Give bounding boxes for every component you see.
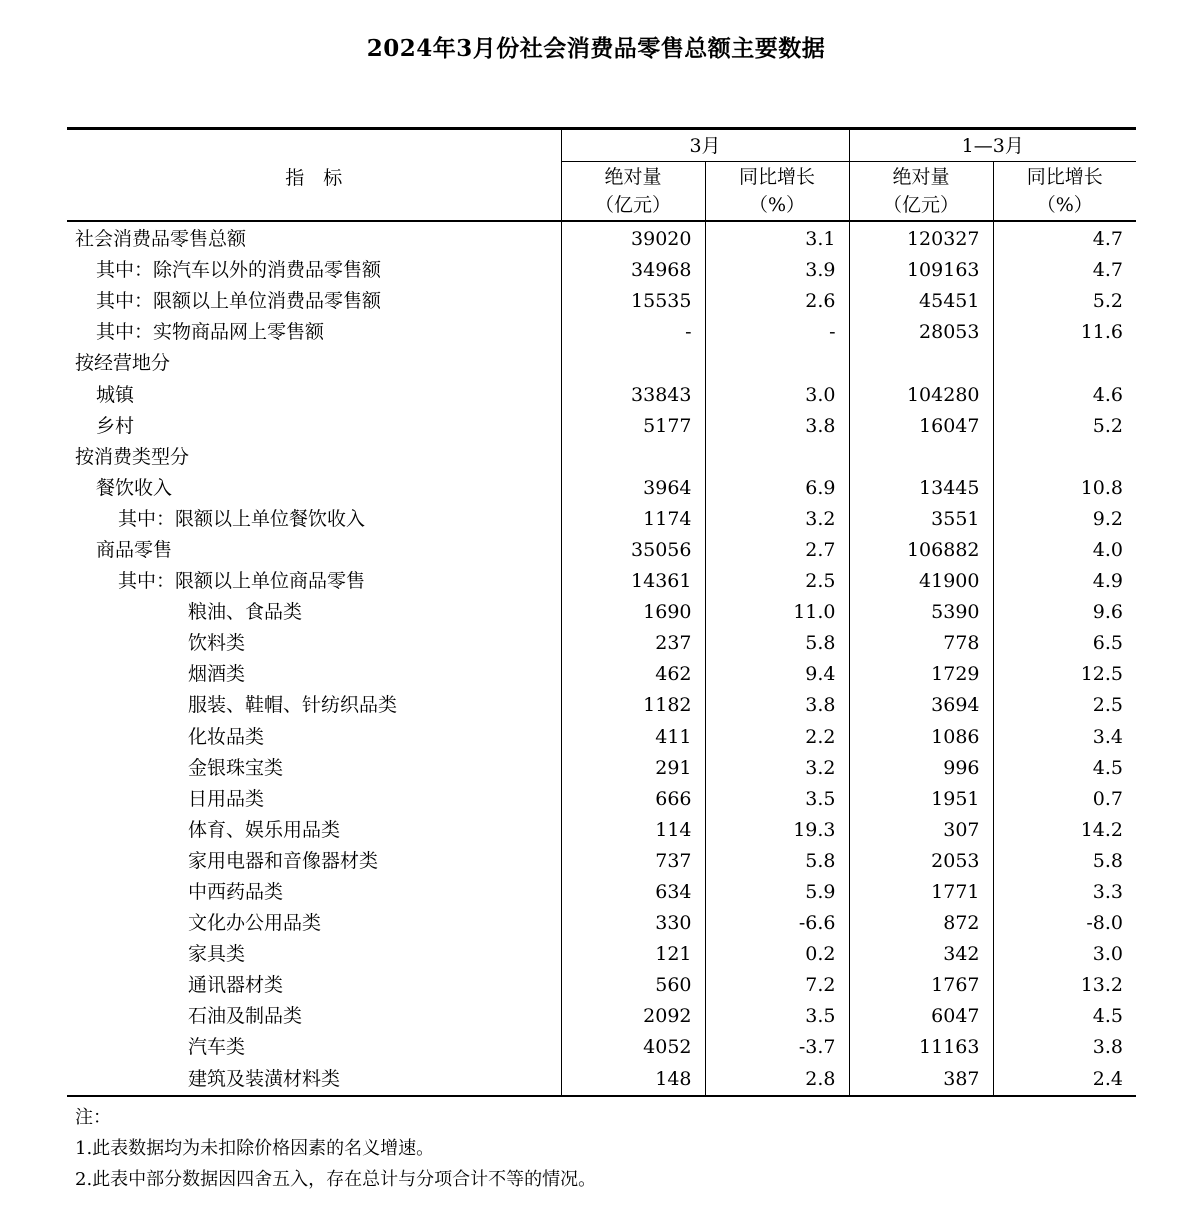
march-absolute-cell: 330 xyxy=(561,908,705,939)
march-absolute-cell: 411 xyxy=(561,722,705,753)
march-absolute-cell: 34968 xyxy=(561,255,705,286)
march-growth-cell xyxy=(705,442,849,473)
march-absolute-cell: 15535 xyxy=(561,286,705,317)
q1-absolute-cell: 1767 xyxy=(849,970,993,1001)
header-q1-growth xyxy=(993,162,1136,222)
march-absolute-cell: 39020 xyxy=(561,221,705,255)
table-row xyxy=(67,473,1136,504)
march-growth-cell: -6.6 xyxy=(705,908,849,939)
q1-growth-cell: 5.2 xyxy=(1092,290,1123,313)
row-label: 化妆品类 xyxy=(67,722,561,753)
march-growth-cell xyxy=(705,348,849,379)
q1-growth-cell: 4.6 xyxy=(1092,383,1123,406)
row-label: 体育、娱乐用品类 xyxy=(67,815,561,846)
march-growth-cell: 3.8 xyxy=(705,690,849,721)
table-row xyxy=(67,286,1136,317)
header-absolute-unit: （亿元） xyxy=(594,194,671,216)
row-label: 烟酒类 xyxy=(67,659,561,690)
march-absolute-cell: 560 xyxy=(561,970,705,1001)
q1-absolute-cell xyxy=(849,442,993,473)
march-growth-cell: 11.0 xyxy=(705,597,849,628)
header-absolute-unit: （亿元） xyxy=(882,194,959,216)
q1-growth-cell: 4.7 xyxy=(1092,228,1123,251)
table-row xyxy=(67,442,1136,473)
table-row xyxy=(67,722,1136,753)
q1-absolute-cell: 13445 xyxy=(849,473,993,504)
q1-growth-cell: 9.2 xyxy=(1092,507,1123,530)
q1-growth-cell: 3.8 xyxy=(1092,1036,1123,1059)
table-row xyxy=(67,597,1136,628)
q1-absolute-cell: 996 xyxy=(849,753,993,784)
march-growth-cell: 3.2 xyxy=(705,504,849,535)
march-absolute-cell: - xyxy=(561,317,705,348)
q1-growth-cell: 4.7 xyxy=(1092,259,1123,282)
header-march-growth xyxy=(705,162,849,222)
q1-absolute-cell: 778 xyxy=(849,628,993,659)
q1-growth-cell: 3.0 xyxy=(1092,943,1123,966)
table-row xyxy=(67,504,1136,535)
q1-growth-cell: 2.4 xyxy=(1092,1067,1123,1090)
row-label: 城镇 xyxy=(67,379,561,410)
row-label: 乡村 xyxy=(67,411,561,442)
table-row xyxy=(67,221,1136,255)
march-absolute-cell: 121 xyxy=(561,939,705,970)
q1-absolute-cell: 1086 xyxy=(849,722,993,753)
table-row xyxy=(67,411,1136,442)
q1-absolute-cell: 1729 xyxy=(849,659,993,690)
table-row xyxy=(67,348,1136,379)
q1-absolute-cell: 387 xyxy=(849,1064,993,1096)
row-label: 商品零售 xyxy=(67,535,561,566)
q1-absolute-cell: 1771 xyxy=(849,877,993,908)
march-absolute-cell: 291 xyxy=(561,753,705,784)
q1-absolute-cell: 5390 xyxy=(849,597,993,628)
march-growth-cell: 0.2 xyxy=(705,939,849,970)
q1-growth-cell: 9.6 xyxy=(1092,601,1123,624)
table-row xyxy=(67,877,1136,908)
march-growth-cell: 3.9 xyxy=(705,255,849,286)
q1-absolute-cell: 1951 xyxy=(849,784,993,815)
march-growth-cell: 3.0 xyxy=(705,379,849,410)
march-absolute-cell: 2092 xyxy=(561,1001,705,1032)
header-q1-absolute xyxy=(849,162,993,222)
table-row xyxy=(67,1064,1136,1096)
q1-growth-cell: 4.0 xyxy=(1092,538,1123,561)
march-growth-cell: 2.5 xyxy=(705,566,849,597)
q1-absolute-cell: 28053 xyxy=(849,317,993,348)
table-row xyxy=(67,1001,1136,1032)
notes-heading: 注： xyxy=(75,1107,111,1128)
table-row xyxy=(67,535,1136,566)
march-absolute-cell: 3964 xyxy=(561,473,705,504)
header-period-march: 3月 xyxy=(561,129,849,162)
q1-growth-cell: 3.3 xyxy=(1092,881,1123,904)
march-absolute-cell: 33843 xyxy=(561,379,705,410)
q1-growth-cell: 11.6 xyxy=(1080,321,1123,344)
q1-absolute-cell: 872 xyxy=(849,908,993,939)
q1-absolute-cell: 120327 xyxy=(849,221,993,255)
row-label: 按消费类型分 xyxy=(67,442,561,473)
table-row xyxy=(67,379,1136,410)
march-growth-cell: 3.2 xyxy=(705,753,849,784)
q1-absolute-cell: 11163 xyxy=(849,1032,993,1063)
march-absolute-cell: 737 xyxy=(561,846,705,877)
row-label: 家用电器和音像器材类 xyxy=(67,846,561,877)
march-growth-cell: 2.7 xyxy=(705,535,849,566)
table-row xyxy=(67,690,1136,721)
march-growth-cell: 3.5 xyxy=(705,1001,849,1032)
march-growth-cell: 2.2 xyxy=(705,722,849,753)
march-growth-cell: -3.7 xyxy=(705,1032,849,1063)
march-absolute-cell: 462 xyxy=(561,659,705,690)
q1-growth-cell: 10.8 xyxy=(1080,476,1123,499)
q1-absolute-cell: 6047 xyxy=(849,1001,993,1032)
table-row xyxy=(67,255,1136,286)
q1-growth-cell: 6.5 xyxy=(1092,632,1123,655)
march-absolute-cell: 4052 xyxy=(561,1032,705,1063)
q1-absolute-cell: 307 xyxy=(849,815,993,846)
row-label: 通讯器材类 xyxy=(67,970,561,1001)
row-label: 家具类 xyxy=(67,939,561,970)
row-label: 其中：限额以上单位餐饮收入 xyxy=(67,504,561,535)
q1-absolute-cell: 41900 xyxy=(849,566,993,597)
q1-absolute-cell: 3551 xyxy=(849,504,993,535)
notes xyxy=(75,1102,596,1195)
march-growth-cell: 5.8 xyxy=(705,846,849,877)
march-growth-cell: 9.4 xyxy=(705,659,849,690)
table-row xyxy=(67,908,1136,939)
row-label: 其中：实物商品网上零售额 xyxy=(67,317,561,348)
row-label: 社会消费品零售总额 xyxy=(67,221,561,255)
header-absolute-label: 绝对量 xyxy=(604,166,662,188)
table-row xyxy=(67,317,1136,348)
march-absolute-cell: 14361 xyxy=(561,566,705,597)
q1-growth-cell: 13.2 xyxy=(1080,974,1123,997)
table-row xyxy=(67,566,1136,597)
row-label: 粮油、食品类 xyxy=(67,597,561,628)
q1-growth-cell: -8.0 xyxy=(1086,912,1123,935)
march-growth-cell: 3.1 xyxy=(705,221,849,255)
q1-growth-cell: 4.5 xyxy=(1092,756,1123,779)
q1-growth-cell: 5.8 xyxy=(1092,849,1123,872)
q1-growth-cell: 3.4 xyxy=(1092,725,1123,748)
q1-absolute-cell xyxy=(849,348,993,379)
row-label: 金银珠宝类 xyxy=(67,753,561,784)
march-absolute-cell: 1182 xyxy=(561,690,705,721)
q1-growth-cell xyxy=(993,348,1136,379)
march-absolute-cell xyxy=(561,442,705,473)
march-absolute-cell: 35056 xyxy=(561,535,705,566)
q1-growth-cell: 2.5 xyxy=(1092,694,1123,717)
march-growth-cell: - xyxy=(705,317,849,348)
header-absolute-label: 绝对量 xyxy=(892,166,950,188)
march-absolute-cell: 634 xyxy=(561,877,705,908)
q1-absolute-cell: 2053 xyxy=(849,846,993,877)
table-row xyxy=(67,1032,1136,1063)
q1-absolute-cell: 45451 xyxy=(849,286,993,317)
table-row xyxy=(67,628,1136,659)
table-row xyxy=(67,846,1136,877)
header-indicator: 指 标 xyxy=(67,129,561,222)
row-label: 文化办公用品类 xyxy=(67,908,561,939)
march-growth-cell: 7.2 xyxy=(705,970,849,1001)
row-label: 建筑及装潢材料类 xyxy=(67,1064,561,1096)
page-title: 2024年3月份社会消费品零售总额主要数据 xyxy=(366,35,826,62)
march-absolute-cell: 1690 xyxy=(561,597,705,628)
header-growth-unit: （%） xyxy=(1036,194,1093,216)
row-label: 其中：限额以上单位消费品零售额 xyxy=(67,286,561,317)
q1-growth-cell: 5.2 xyxy=(1092,414,1123,437)
notes-line-1: 1.此表数据均为未扣除价格因素的名义增速。 xyxy=(75,1138,435,1159)
q1-growth-cell: 14.2 xyxy=(1080,818,1123,841)
march-growth-cell: 3.5 xyxy=(705,784,849,815)
table-body xyxy=(67,221,1136,1096)
row-label: 其中：限额以上单位商品零售 xyxy=(67,566,561,597)
row-label: 汽车类 xyxy=(67,1032,561,1063)
row-label: 中西药品类 xyxy=(67,877,561,908)
row-label: 服装、鞋帽、针纺织品类 xyxy=(67,690,561,721)
march-growth-cell: 6.9 xyxy=(705,473,849,504)
header-march-absolute xyxy=(561,162,705,222)
table-row xyxy=(67,815,1136,846)
row-label: 餐饮收入 xyxy=(67,473,561,504)
header-growth-label: 同比增长 xyxy=(1026,166,1103,188)
table-row xyxy=(67,659,1136,690)
q1-growth-cell: 4.9 xyxy=(1092,570,1123,593)
row-label: 石油及制品类 xyxy=(67,1001,561,1032)
header-growth-unit: （%） xyxy=(748,194,806,216)
table-row xyxy=(67,939,1136,970)
march-absolute-cell: 666 xyxy=(561,784,705,815)
table-row xyxy=(67,970,1136,1001)
table-header xyxy=(67,129,1136,222)
q1-growth-cell: 4.5 xyxy=(1092,1005,1123,1028)
q1-absolute-cell: 104280 xyxy=(849,379,993,410)
q1-growth-cell: 0.7 xyxy=(1092,787,1123,810)
march-absolute-cell xyxy=(561,348,705,379)
q1-absolute-cell: 342 xyxy=(849,939,993,970)
row-label: 其中：除汽车以外的消费品零售额 xyxy=(67,255,561,286)
march-absolute-cell: 1174 xyxy=(561,504,705,535)
retail-sales-table xyxy=(67,127,1136,1097)
q1-growth-cell: 12.5 xyxy=(1080,663,1123,686)
q1-absolute-cell: 16047 xyxy=(849,411,993,442)
march-growth-cell: 3.8 xyxy=(705,411,849,442)
notes-line-2: 2.此表中部分数据因四舍五入，存在总计与分项合计不等的情况。 xyxy=(75,1169,597,1190)
march-growth-cell: 2.8 xyxy=(705,1064,849,1096)
march-growth-cell: 19.3 xyxy=(705,815,849,846)
march-absolute-cell: 5177 xyxy=(561,411,705,442)
q1-absolute-cell: 109163 xyxy=(849,255,993,286)
table-row xyxy=(67,753,1136,784)
march-growth-cell: 5.9 xyxy=(705,877,849,908)
march-absolute-cell: 237 xyxy=(561,628,705,659)
q1-growth-cell xyxy=(993,442,1136,473)
row-label: 日用品类 xyxy=(67,784,561,815)
table-row xyxy=(67,784,1136,815)
row-label: 饮料类 xyxy=(67,628,561,659)
q1-absolute-cell: 106882 xyxy=(849,535,993,566)
q1-absolute-cell: 3694 xyxy=(849,690,993,721)
header-growth-label: 同比增长 xyxy=(738,166,815,188)
row-label: 按经营地分 xyxy=(67,348,561,379)
march-absolute-cell: 114 xyxy=(561,815,705,846)
header-period-q1: 1—3月 xyxy=(849,129,1136,162)
march-growth-cell: 5.8 xyxy=(705,628,849,659)
march-absolute-cell: 148 xyxy=(561,1064,705,1096)
march-growth-cell: 2.6 xyxy=(705,286,849,317)
